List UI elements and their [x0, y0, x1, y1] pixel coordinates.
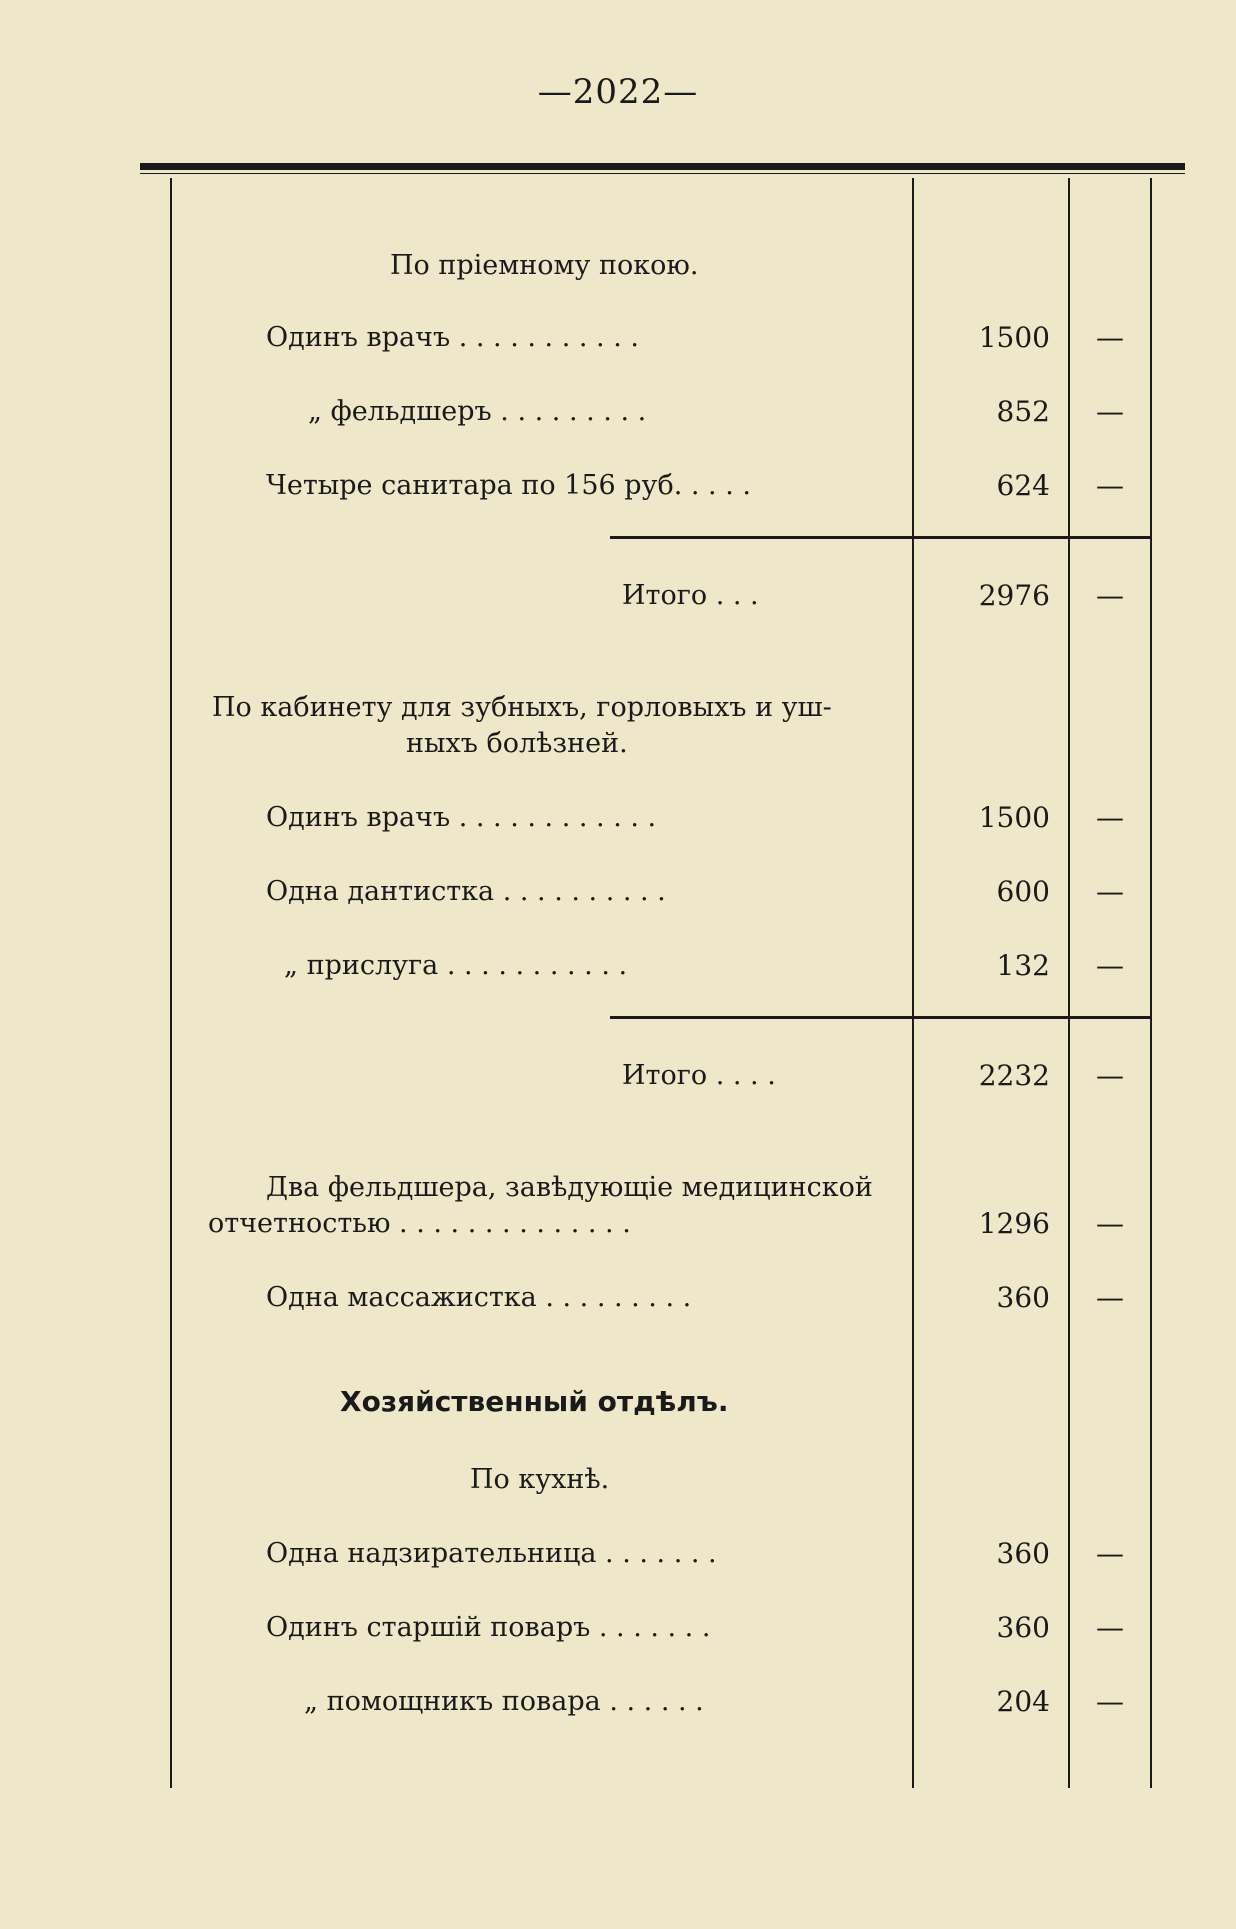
feldsher-amount: 1296 [978, 1207, 1050, 1240]
section-heading-cabinet-line1: По кабинету для зубныхъ, горловыхъ и уш- [212, 692, 832, 723]
total-label: Итого . . . . [622, 1060, 776, 1091]
household-title: Хозяйственный отдѣлъ. [340, 1385, 729, 1418]
section-heading-reception: По пріемному покою. [390, 250, 699, 281]
row-kop: — [1096, 875, 1124, 908]
row-amount: 360 [996, 1537, 1050, 1570]
row-kop: — [1096, 801, 1124, 834]
row-label: Одинъ врачъ . . . . . . . . . . . [266, 322, 639, 353]
row-kop: — [1096, 1611, 1124, 1644]
row-amount: 624 [996, 469, 1050, 502]
row-amount: 852 [996, 395, 1050, 428]
row-kop: — [1096, 949, 1124, 982]
row-amount: 360 [996, 1611, 1050, 1644]
masseuse-label: Одна массажистка . . . . . . . . . [266, 1282, 692, 1313]
kop-column-left-border [1068, 178, 1070, 1788]
total-kop: — [1096, 579, 1124, 612]
feldsher-label-line1: Два фельдшера, завѣдующіе медицинской [266, 1172, 873, 1203]
total-label: Итого . . . [622, 580, 759, 611]
subtotal-rule [610, 1016, 1150, 1019]
row-kop: — [1096, 469, 1124, 502]
left-border [170, 178, 172, 1788]
row-label: Одна дантистка . . . . . . . . . . [266, 876, 666, 907]
top-rule [140, 163, 1185, 170]
total-kop: — [1096, 1059, 1124, 1092]
row-kop: — [1096, 395, 1124, 428]
row-amount: 600 [996, 875, 1050, 908]
row-label: „ помощникъ повара . . . . . . [304, 1686, 704, 1717]
feldsher-label-line2: отчетностью . . . . . . . . . . . . . . [208, 1208, 631, 1239]
kitchen-subheading: По кухнѣ. [470, 1464, 610, 1495]
masseuse-amount: 360 [996, 1281, 1050, 1314]
row-kop: — [1096, 321, 1124, 354]
total-amount: 2976 [978, 579, 1050, 612]
total-amount: 2232 [978, 1059, 1050, 1092]
row-label: Четыре санитара по 156 руб. . . . . [266, 470, 751, 501]
row-label: Одинъ старшій поваръ . . . . . . . [266, 1612, 711, 1643]
row-label: Одинъ врачъ . . . . . . . . . . . . [266, 802, 657, 833]
section-heading-cabinet-line2: ныхъ болѣзней. [406, 728, 628, 759]
masseuse-kop: — [1096, 1281, 1124, 1314]
row-label: „ фельдшеръ . . . . . . . . . [308, 396, 647, 427]
row-amount: 132 [996, 949, 1050, 982]
row-kop: — [1096, 1537, 1124, 1570]
top-rule-thin [140, 173, 1185, 174]
amount-column-left-border [912, 178, 914, 1788]
row-amount: 1500 [978, 321, 1050, 354]
row-label: „ прислуга . . . . . . . . . . . [284, 950, 628, 981]
right-border [1150, 178, 1152, 1788]
row-label: Одна надзирательница . . . . . . . [266, 1538, 717, 1569]
subtotal-rule [610, 536, 1150, 539]
row-amount: 204 [996, 1685, 1050, 1718]
row-kop: — [1096, 1685, 1124, 1718]
feldsher-kop: — [1096, 1207, 1124, 1240]
page-number: —2022— [537, 72, 699, 112]
row-amount: 1500 [978, 801, 1050, 834]
